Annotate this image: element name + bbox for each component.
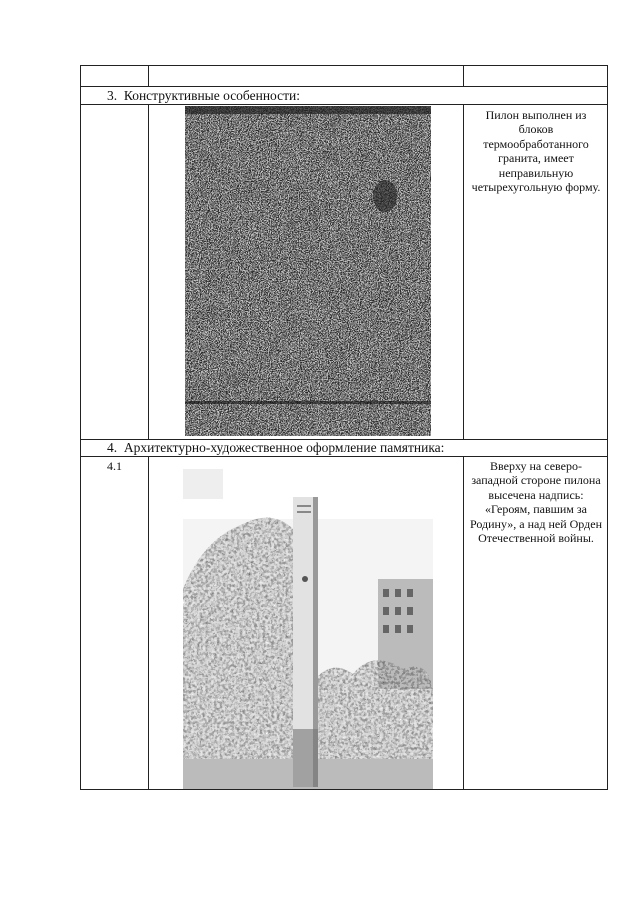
section-number: 4. [107, 440, 118, 455]
table-rule [148, 66, 149, 86]
row-number: 4.1 [107, 459, 122, 473]
table-rule [148, 104, 149, 439]
table-rule [463, 104, 464, 439]
description-text: Вверху на северо-западной стороне пилона высечена надпись: «Героям, павшим за Родину», а над ней Орден Отечественной войны. [470, 459, 602, 546]
table-rule [463, 66, 464, 86]
monument-pylon-with-trees-photo [183, 459, 433, 789]
table-rule [463, 456, 464, 790]
section-3-heading [107, 88, 300, 104]
section-number: 3. [107, 88, 118, 103]
table-rule [81, 456, 607, 457]
table-rule [81, 104, 607, 105]
section-title: Архитектурно-художественное оформление памятника: [123, 440, 445, 455]
granite-pylon-surface-photo [185, 106, 431, 436]
table-rule [81, 86, 607, 87]
section-title: Конструктивные особенности: [123, 88, 301, 103]
description-text: Пилон выполнен из блоков термообработанного гранита, имеет неправильную четырехугольную форму. [471, 108, 601, 195]
section-4-heading [107, 440, 444, 456]
table-rule [148, 456, 149, 790]
document-table [80, 65, 608, 790]
